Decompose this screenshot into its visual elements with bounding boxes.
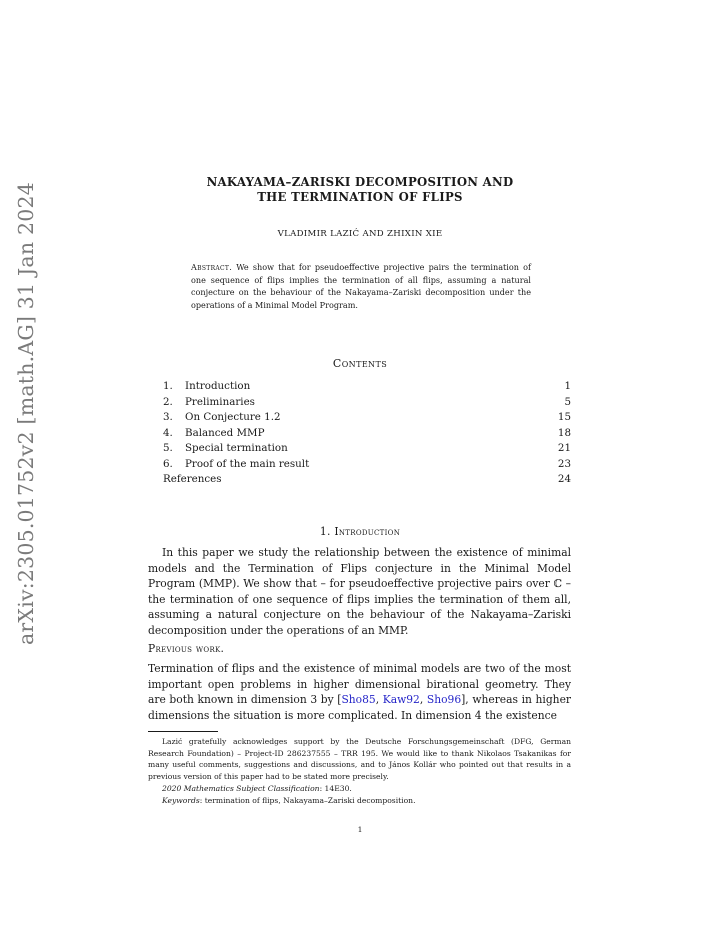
section-heading-introduction xyxy=(150,525,570,538)
toc-item-title: Preliminaries xyxy=(185,395,255,408)
toc-item-introduction[interactable] xyxy=(163,379,571,395)
subheading-previous-work: Previous work. xyxy=(148,642,225,655)
footnote-rule xyxy=(148,731,218,732)
toc-item-preliminaries[interactable] xyxy=(163,395,571,411)
authors: VLADIMIR LAZIĆ AND ZHIXIN XIE xyxy=(277,229,443,239)
abstract xyxy=(191,261,531,312)
citation-separator: , xyxy=(375,693,383,706)
toc-item-on-conjecture[interactable] xyxy=(163,410,571,426)
table-of-contents xyxy=(163,379,571,488)
toc-item-page: 23 xyxy=(557,457,571,470)
toc-item-references[interactable] xyxy=(163,472,571,488)
abstract-label: Abstract. xyxy=(191,262,233,272)
toc-item-number: 4. xyxy=(163,426,173,439)
toc-item-title: Proof of the main result xyxy=(185,457,310,470)
page-number: 1 xyxy=(357,825,363,834)
msc-label: 2020 Mathematics Subject Classification xyxy=(162,783,320,793)
toc-item-number: 1. xyxy=(163,380,173,392)
toc-item-balanced-mmp[interactable] xyxy=(163,426,571,442)
toc-item-page: 15 xyxy=(557,411,571,423)
keywords xyxy=(148,795,571,807)
arxiv-identifier-stamp: arXiv:2305.01752v2 [math.AG] 31 Jan 2024 xyxy=(14,182,38,645)
toc-item-proof-main-result[interactable] xyxy=(163,457,571,473)
toc-item-number: 2. xyxy=(163,395,173,408)
citation-link[interactable]: Sho96 xyxy=(426,693,462,706)
citation-link[interactable]: Kaw92 xyxy=(382,693,420,706)
citation-separator: , xyxy=(419,693,427,706)
abstract-text: We show that for pseudoeffective projective pairs the termination of one sequence of flips implies the termination of all flips, assuming a natural conjecture on the behaviour of the Nakayama–Zariski decomposition under the operations of a Minimal Model Program. xyxy=(191,262,531,311)
citation-link[interactable]: Sho85 xyxy=(341,693,376,706)
paragraph-text: ], whereas in higher dimensions the situation is more complicated. In dimension 4 the existence xyxy=(148,693,572,722)
toc-item-title: Balanced MMP xyxy=(185,426,265,439)
toc-item-number: 6. xyxy=(163,457,173,470)
toc-item-special-termination[interactable] xyxy=(163,441,571,457)
title-line-1: NAKAYAMA–ZARISKI DECOMPOSITION AND xyxy=(206,175,514,189)
toc-item-page: 5 xyxy=(564,395,571,408)
toc-item-number: 5. xyxy=(163,442,173,454)
keywords-label: Keywords xyxy=(162,795,200,805)
intro-paragraph-2 xyxy=(148,661,571,723)
footnote xyxy=(148,736,571,806)
section-number: 1. xyxy=(319,525,331,538)
paper-title xyxy=(150,175,570,205)
section-title: Introduction xyxy=(334,525,401,538)
keywords-value: : termination of flips, Nakayama–Zariski decomposition. xyxy=(199,795,416,805)
toc-item-title: On Conjecture 1.2 xyxy=(185,411,281,423)
toc-item-title: References xyxy=(163,473,222,485)
title-line-2: THE TERMINATION OF FLIPS xyxy=(257,190,463,204)
contents-heading: Contents xyxy=(332,357,388,370)
toc-item-page: 21 xyxy=(557,442,571,454)
toc-item-page: 18 xyxy=(557,426,571,439)
toc-item-number: 3. xyxy=(163,411,173,423)
toc-item-title: Special termination xyxy=(185,442,288,454)
toc-item-page: 24 xyxy=(557,473,571,485)
intro-paragraph-1: In this paper we study the relationship between the existence of minimal models and the Termination of Flips conjecture in the Minimal Model Program (MMP). We show that – for pseudoeffective projective pairs over ℂ – the termination of one sequence of flips implies the termination of them all, assuming a natural conjecture on the behaviour of the Nakayama–Zariski decomposition under the operations of an MMP. xyxy=(148,546,571,637)
toc-item-page: 1 xyxy=(564,380,571,392)
acknowledgement: Lazić gratefully acknowledges support by the Deutsche Forschungsgemeinschaft (DFG, German Research Foundation) – Project-ID 286237555 – TRR 195. We would like to thank Nikolaos Tsakanikas for many useful comments, suggestions and discussions, and to János Kollár who pointed out that results in a previous version of this paper had to be stated more precisely. xyxy=(148,737,571,782)
toc-item-title: Introduction xyxy=(185,380,251,392)
msc-classification xyxy=(148,783,571,795)
msc-value: : 14E30. xyxy=(319,783,352,793)
paragraph-text: Termination of flips and the existence of minimal models are two of the most important open problems in higher dimensional birational geometry. They are both known in dimension 3 by [ xyxy=(148,662,571,706)
